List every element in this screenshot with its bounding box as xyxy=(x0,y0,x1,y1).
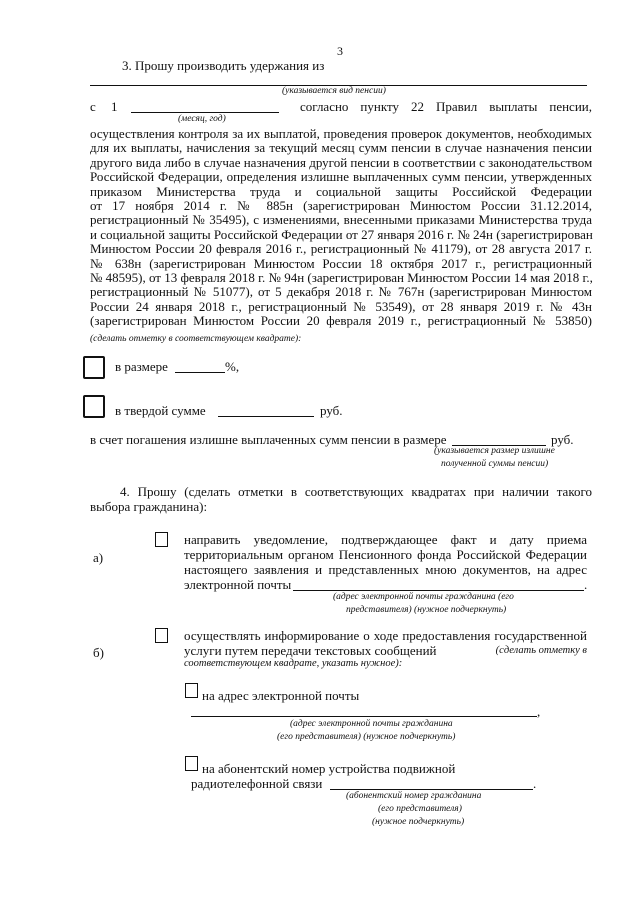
section3-body xyxy=(90,127,592,328)
percent-field[interactable] xyxy=(175,372,225,373)
repayment-rub: руб. xyxy=(551,432,574,447)
body-line: регистрационный № 51077), от 5 декабря 2018 г. № 767н (зарегистрирован Минюстом xyxy=(90,284,592,300)
percent-sign: %, xyxy=(225,359,240,374)
page-number: 3 xyxy=(337,44,343,58)
from-label: с xyxy=(90,99,96,114)
item-b-text xyxy=(184,643,587,659)
item-a-text: электронной почты xyxy=(184,577,292,592)
item-a-text: направить уведомление, подтверждающее факт и дату приема xyxy=(184,532,587,547)
percent-label: в размере xyxy=(115,359,168,374)
month-year-caption: (месяц, год) xyxy=(178,114,226,124)
section4-intro: 4. Прошу (сделать отметки в соответствующих квадратах при наличии такого xyxy=(120,484,592,499)
item-b-note: соответствующем квадрате, указать нужное): xyxy=(184,658,403,669)
phone-notify-field[interactable] xyxy=(330,789,533,790)
phone-notify-label: на абонентский номер устройства подвижной xyxy=(202,761,456,776)
item-a-checkbox[interactable] xyxy=(155,532,168,547)
item-a-period: . xyxy=(584,577,588,592)
body-line: России 24 января 2018 г., регистрационный № 53549), от 28 января 2019 г. № 43н xyxy=(90,298,592,314)
phone-notify-caption: (абонентский номер гражданина xyxy=(346,791,482,801)
fixed-sum-field[interactable] xyxy=(218,416,314,417)
repayment-text: в счет погашения излишне выплаченных сумм пенсии в размере xyxy=(90,432,447,447)
item-b-letter: б) xyxy=(93,645,104,660)
percent-checkbox[interactable] xyxy=(83,356,105,379)
pension-type-caption: (указывается вид пенсии) xyxy=(282,86,386,96)
email-notify-checkbox[interactable] xyxy=(185,683,198,698)
fixed-sum-label: в твердой сумме xyxy=(115,403,206,418)
body-line: Минюстом России 20 февраля 2016 г., регистрационный № 41179), от 28 августа 2017 г. xyxy=(90,241,592,257)
body-line: другого вида либо в случае назначения другой пенсии в соответствии с законодательством xyxy=(90,154,593,170)
item-a-caption: представителя) (нужное подчеркнуть) xyxy=(346,605,507,615)
fixed-sum-checkbox[interactable] xyxy=(83,395,105,418)
body-line: № 48595), от 13 февраля 2018 г. № 94н (зарегистрирован Минюстом России 14 мая 2018 г., xyxy=(90,269,593,285)
month-year-field[interactable] xyxy=(131,112,279,113)
item-a-text: настоящего заявления и представленных мною документов, на адрес xyxy=(184,562,587,577)
email-notify-label: на адрес электронной почты xyxy=(202,688,360,703)
email-notify-caption: (его представителя) (нужное подчеркнуть) xyxy=(277,732,456,742)
fixed-sum-rub: руб. xyxy=(320,403,343,418)
email-notify-comma: , xyxy=(537,704,541,719)
item-a-caption: (адрес электронной почты гражданина (его xyxy=(333,592,514,602)
according-text: согласно пункту 22 Правил выплаты пенсии, xyxy=(300,99,592,114)
body-line: приказом Министерства труда и социальной защиты Российской Федерации xyxy=(90,183,592,199)
body-line: осуществления контроля за их выплатой, проведения проверок документов, необходимых xyxy=(90,126,592,141)
body-line: № 638н (зарегистрирован Минюстом России 18 октября 2017 г., регистрационный xyxy=(90,255,592,271)
email-notify-field[interactable] xyxy=(191,716,537,717)
section4-intro: выбора гражданина): xyxy=(90,499,208,514)
item-b-note: (сделать отметку в xyxy=(495,645,587,656)
from-day: 1 xyxy=(111,99,118,114)
email-notify-caption: (адрес электронной почты гражданина xyxy=(290,719,453,729)
body-line: от 17 ноября 2014 г. № 885н (зарегистрирован Минюстом России 31.12.2014, xyxy=(90,197,592,213)
body-line: и социальной защиты Российской Федерации от 27 января 2016 г. № 24н (зарегистрирован xyxy=(90,226,593,242)
item-a-letter: а) xyxy=(93,550,104,565)
body-line: Российской Федерации, определения излишне выплаченных сумм пенсии, утвержденных xyxy=(90,169,592,185)
phone-notify-caption: (нужное подчеркнуть) xyxy=(372,817,465,827)
body-line: регистрационный № 35495), с изменениями, внесенными приказами Министерства труда xyxy=(90,212,592,228)
item-b-text: осуществлять информирование о ходе предоставления государственной xyxy=(184,628,587,643)
mark-note: (сделать отметку в соответствующем квадрате): xyxy=(90,334,302,344)
section3-title: 3. Прошу производить удержания из xyxy=(122,58,325,73)
item-a-text: территориальным органом Пенсионного фонда Российской Федерации xyxy=(184,547,587,562)
body-line: для их выплаты, начисления за текущий месяц сумм пенсии в случае назначения пенсии xyxy=(90,140,592,156)
item-b-text-part: услуги путем передачи текстовых сообщений xyxy=(184,643,437,658)
item-a-email-field[interactable] xyxy=(293,590,584,591)
phone-notify-label: радиотелефонной связи xyxy=(191,776,323,791)
phone-notify-period: . xyxy=(533,776,537,791)
item-b-checkbox[interactable] xyxy=(155,628,168,643)
repayment-caption: полученной суммы пенсии) xyxy=(441,459,549,469)
repayment-caption: (указывается размер излишне xyxy=(434,446,555,456)
body-line: (зарегистрирован Минюстом России 20 февраля 2019 г., регистрационный № 53850) xyxy=(90,313,592,329)
phone-notify-caption: (его представителя) xyxy=(378,804,462,814)
phone-notify-checkbox[interactable] xyxy=(185,756,198,771)
